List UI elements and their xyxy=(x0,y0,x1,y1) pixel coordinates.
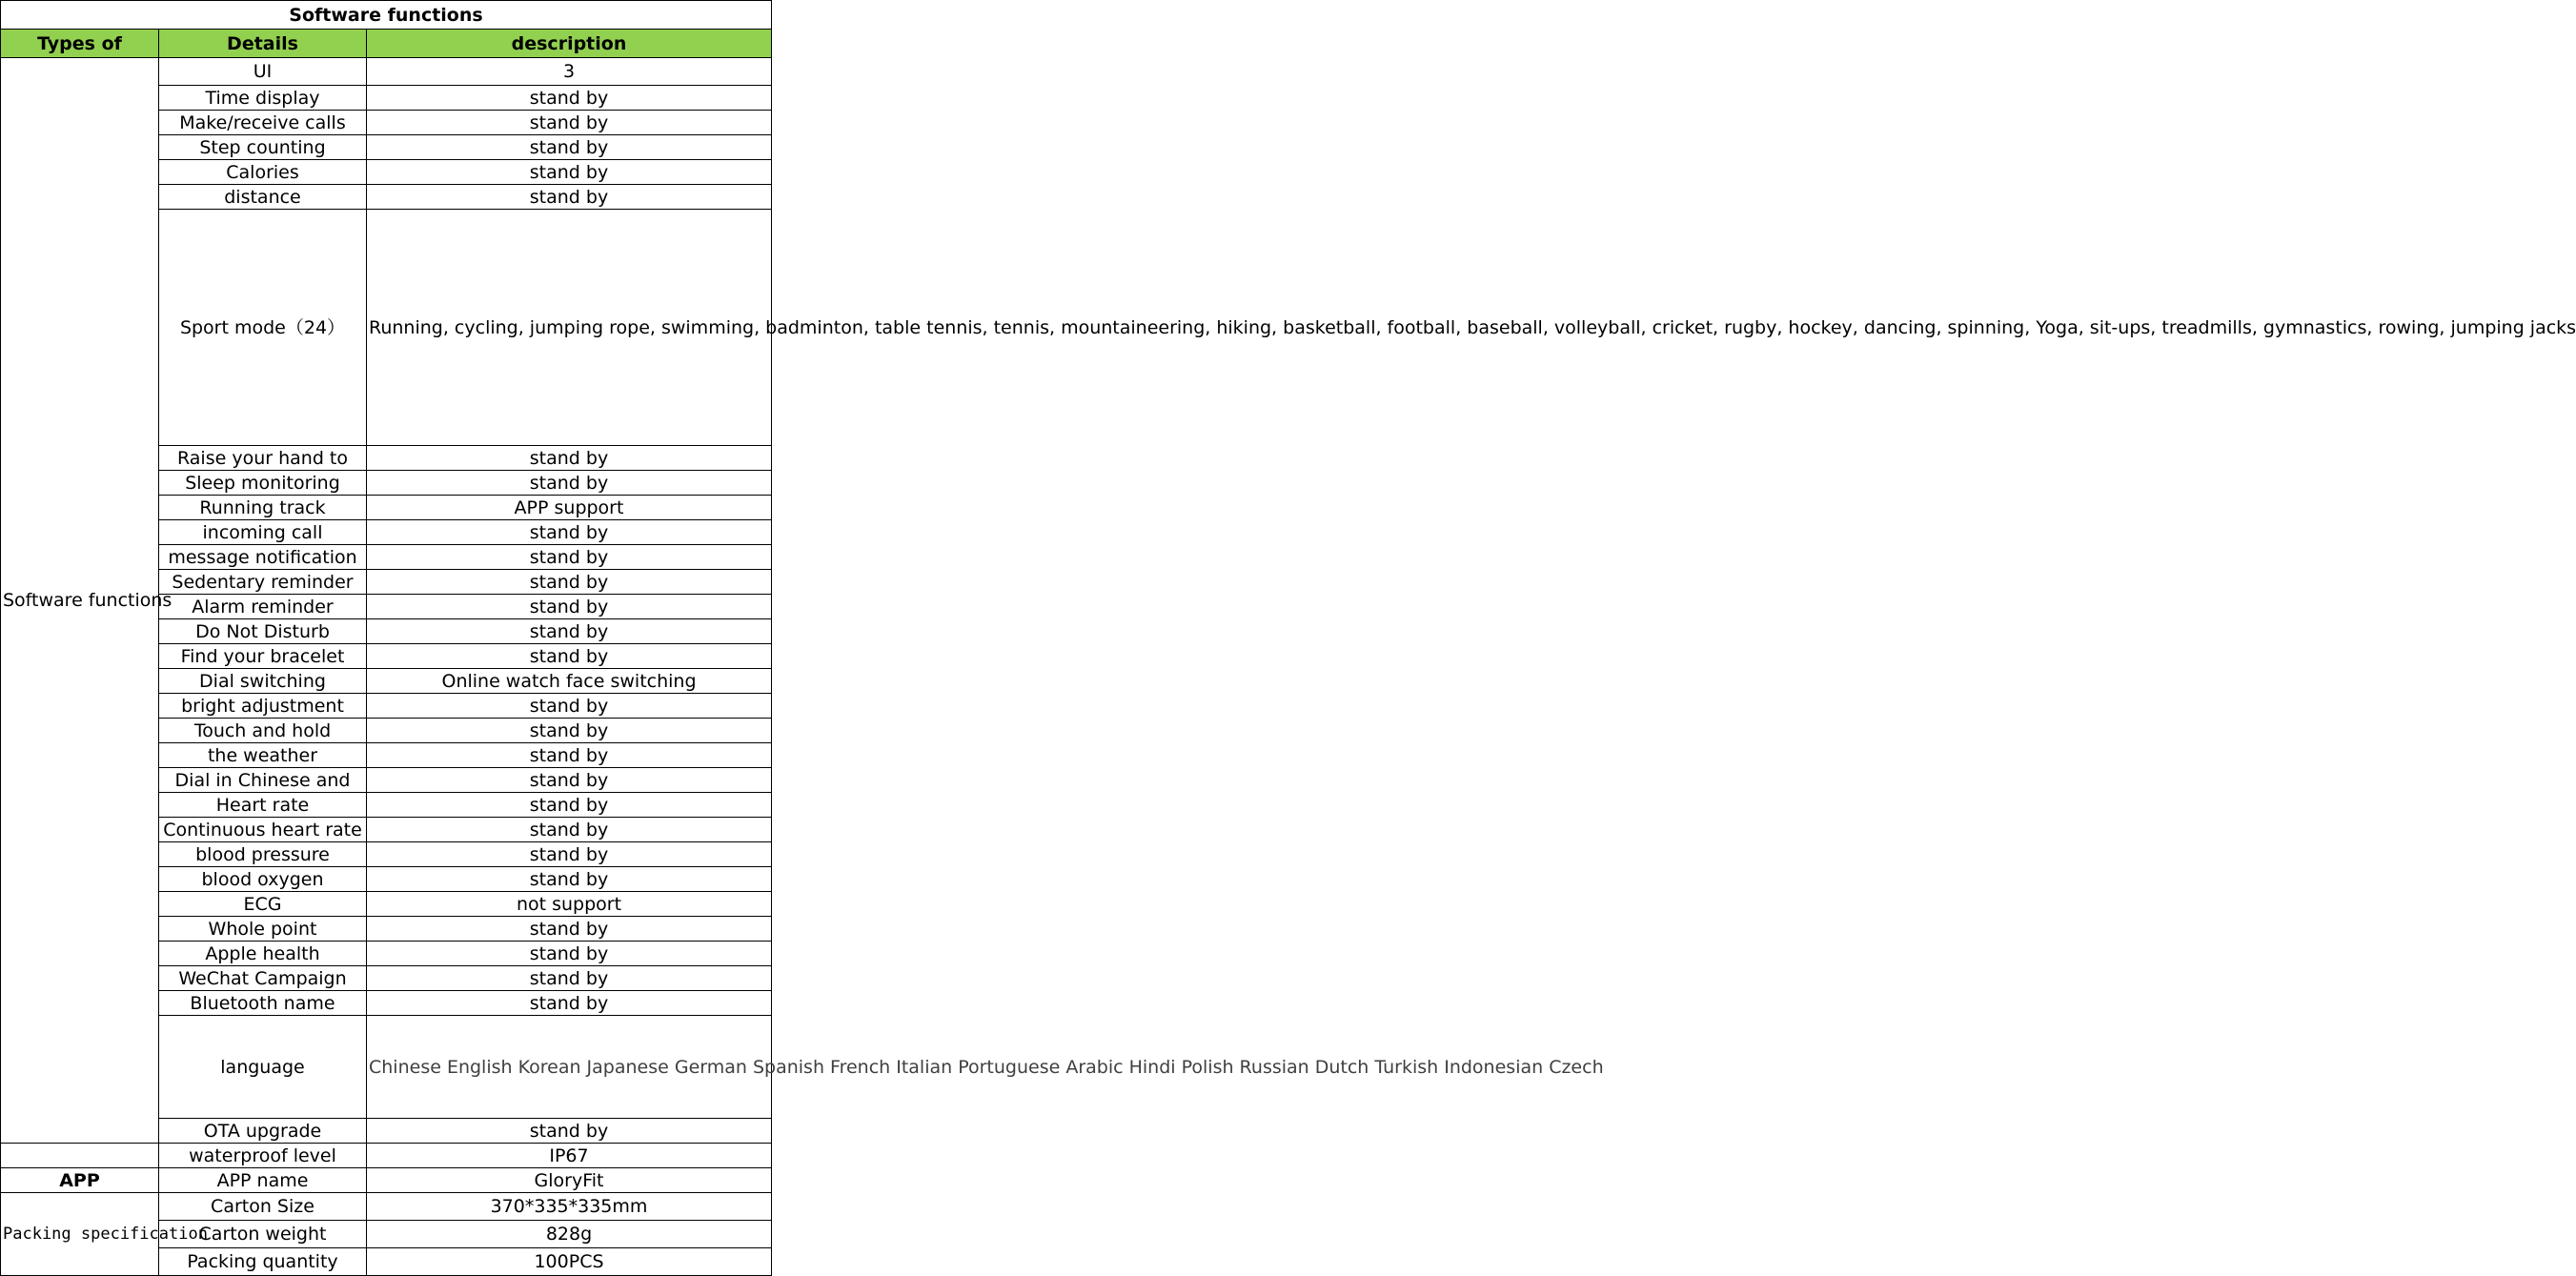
header-details: Details xyxy=(159,30,367,58)
desc-cell: stand by xyxy=(367,942,772,966)
detail-cell: Dial switching xyxy=(159,669,367,694)
group-packing-specification: Packing specification xyxy=(1,1193,159,1276)
detail-cell: Make/receive calls xyxy=(159,111,367,135)
detail-cell: Touch and hold xyxy=(159,719,367,743)
detail-cell: message notification xyxy=(159,545,367,570)
detail-cell: Step counting xyxy=(159,135,367,160)
desc-cell: stand by xyxy=(367,842,772,867)
detail-cell: bright adjustment xyxy=(159,694,367,719)
detail-cell: the weather xyxy=(159,743,367,768)
detail-cell: Alarm reminder xyxy=(159,595,367,619)
desc-cell: stand by xyxy=(367,86,772,111)
desc-cell-language-list: Chinese English Korean Japanese German Spanish French Italian Portuguese Arabic Hindi Polish Russian Dutch Turkish Indonesian Czech xyxy=(367,1016,772,1119)
detail-cell: language xyxy=(159,1016,367,1119)
table-title: Software functions xyxy=(1,1,772,30)
desc-cell: stand by xyxy=(367,545,772,570)
detail-cell: blood pressure xyxy=(159,842,367,867)
detail-cell: Running track xyxy=(159,496,367,520)
detail-cell: Raise your hand to xyxy=(159,446,367,471)
group-app: APP xyxy=(1,1168,159,1193)
desc-cell: 370*335*335mm xyxy=(367,1193,772,1221)
desc-cell: stand by xyxy=(367,991,772,1016)
desc-cell: 3 xyxy=(367,58,772,86)
desc-cell: stand by xyxy=(367,793,772,818)
detail-cell: Bluetooth name xyxy=(159,991,367,1016)
detail-cell: WeChat Campaign xyxy=(159,966,367,991)
desc-cell: not support xyxy=(367,892,772,917)
detail-cell: distance xyxy=(159,185,367,210)
group-software-functions: Software functions xyxy=(1,58,159,1144)
desc-cell: stand by xyxy=(367,185,772,210)
desc-cell: stand by xyxy=(367,111,772,135)
table-row-waterproof xyxy=(1,1144,772,1168)
detail-cell: Packing quantity xyxy=(159,1248,367,1276)
detail-cell: Time display xyxy=(159,86,367,111)
detail-cell: incoming call xyxy=(159,520,367,545)
header-description: description xyxy=(367,30,772,58)
desc-cell: stand by xyxy=(367,570,772,595)
desc-cell: stand by xyxy=(367,694,772,719)
desc-cell: stand by xyxy=(367,768,772,793)
detail-cell: waterproof level xyxy=(159,1144,367,1168)
detail-cell: APP name xyxy=(159,1168,367,1193)
detail-cell: Calories xyxy=(159,160,367,185)
table-row-app xyxy=(1,1168,772,1193)
desc-cell: stand by xyxy=(367,917,772,942)
detail-cell: Dial in Chinese and xyxy=(159,768,367,793)
detail-cell: Sport mode（24） xyxy=(159,210,367,446)
header-types: Types of xyxy=(1,30,159,58)
desc-cell: stand by xyxy=(367,135,772,160)
detail-cell: OTA upgrade xyxy=(159,1119,367,1144)
desc-cell: stand by xyxy=(367,471,772,496)
desc-cell: 100PCS xyxy=(367,1248,772,1276)
detail-cell: Carton Size xyxy=(159,1193,367,1221)
detail-cell: Carton weight xyxy=(159,1221,367,1248)
detail-cell: Sleep monitoring xyxy=(159,471,367,496)
desc-cell: stand by xyxy=(367,743,772,768)
desc-cell: stand by xyxy=(367,619,772,644)
desc-cell: APP support xyxy=(367,496,772,520)
desc-cell: stand by xyxy=(367,644,772,669)
detail-cell: Heart rate xyxy=(159,793,367,818)
empty-group-cell xyxy=(1,1144,159,1168)
detail-cell: Find your bracelet xyxy=(159,644,367,669)
desc-cell: Online watch face switching xyxy=(367,669,772,694)
detail-cell: Do Not Disturb xyxy=(159,619,367,644)
desc-cell: GloryFit xyxy=(367,1168,772,1193)
desc-cell: stand by xyxy=(367,446,772,471)
detail-cell: ECG xyxy=(159,892,367,917)
desc-cell-sport-list: Running, cycling, jumping rope, swimming, badminton, table tennis, tennis, mountaineering, hiking, basketball, football, baseball, volleyball, cricket, rugby, hockey, dancing, spinning, Yoga, sit-ups, treadmills, gymnastics, rowing, jumping jacks xyxy=(367,210,772,446)
detail-cell: Whole point xyxy=(159,917,367,942)
desc-cell: stand by xyxy=(367,966,772,991)
desc-cell: IP67 xyxy=(367,1144,772,1168)
table-row-packing xyxy=(1,1193,772,1221)
desc-cell: stand by xyxy=(367,818,772,842)
desc-cell: stand by xyxy=(367,867,772,892)
header-row xyxy=(1,30,772,58)
desc-cell: 828g xyxy=(367,1221,772,1248)
table-row xyxy=(1,58,772,86)
desc-cell: stand by xyxy=(367,520,772,545)
detail-cell: blood oxygen xyxy=(159,867,367,892)
detail-cell: Apple health xyxy=(159,942,367,966)
desc-cell: stand by xyxy=(367,595,772,619)
desc-cell: stand by xyxy=(367,160,772,185)
desc-cell: stand by xyxy=(367,1119,772,1144)
detail-cell: Sedentary reminder xyxy=(159,570,367,595)
desc-cell: stand by xyxy=(367,719,772,743)
detail-cell: UI xyxy=(159,58,367,86)
detail-cell: Continuous heart rate xyxy=(159,818,367,842)
